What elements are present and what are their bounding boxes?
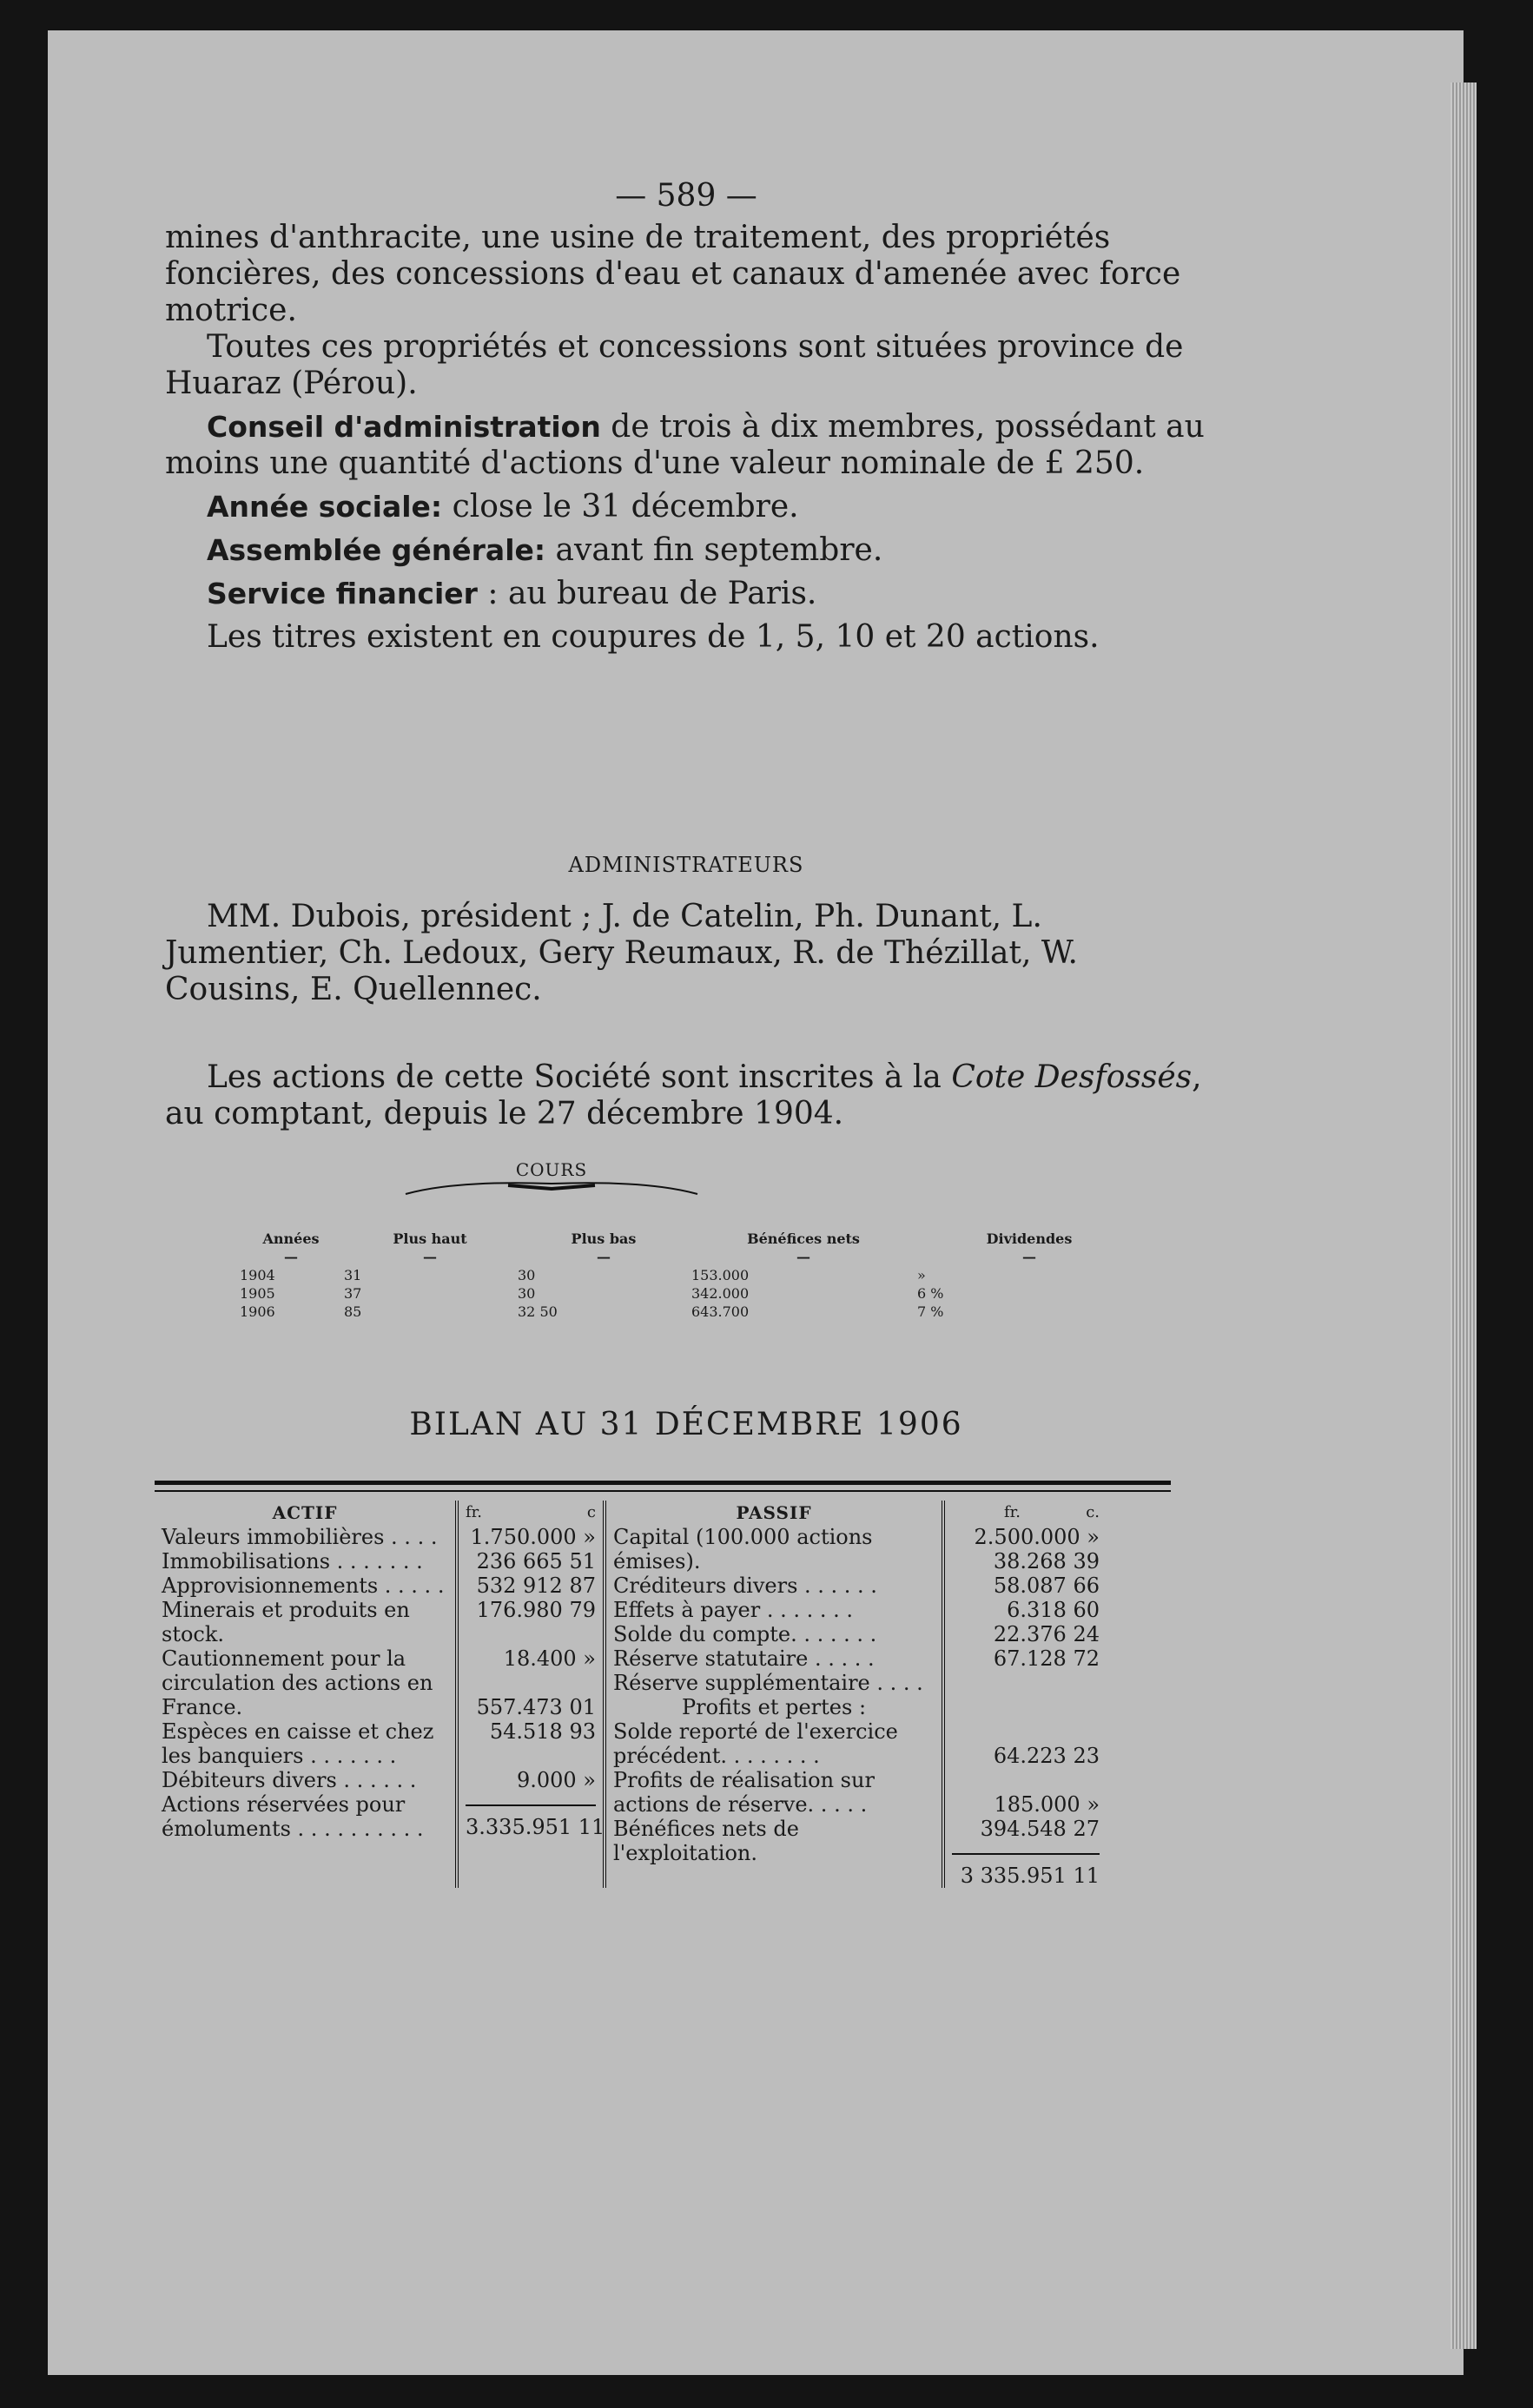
administrateurs-list: [165, 899, 1207, 1008]
administrateurs-heading: ADMINISTRATEURS: [568, 853, 804, 877]
cell-benefices: 643.700: [691, 1303, 750, 1320]
paragraph-conseil: [165, 409, 1207, 482]
actif-values-column: [459, 1501, 606, 1888]
actif-value: 532 912 87: [476, 1573, 596, 1598]
cell-annee: 1904: [240, 1267, 275, 1283]
paragraph-proprietes: Toutes ces propriétés et concessions sont situées province de Huaraz (Pérou).: [165, 329, 1184, 401]
paragraph-annee: [165, 489, 1207, 525]
passif-item: Solde du compte. . . . . . .: [613, 1622, 877, 1646]
passif-item: Effets à payer . . . . . . .: [613, 1598, 854, 1622]
actif-fr: fr.: [466, 1503, 483, 1521]
actif-item: Espèces en caisse et chez les banquiers . . . . . . .: [162, 1719, 434, 1768]
passif-value: 67.128 72: [993, 1646, 1100, 1671]
passif-item: Profits de réalisation sur actions de réserve. . . . .: [613, 1768, 875, 1817]
annee-text: close le 31 décembre.: [442, 489, 799, 524]
actif-item: Immobilisations . . . . . . .: [162, 1549, 423, 1573]
document-page: [48, 30, 1464, 2375]
passif-item: Réserve statutaire . . . . .: [613, 1646, 875, 1671]
cours-table: [239, 1194, 1142, 1321]
cours-brace: [404, 1177, 699, 1196]
cell-benefices: 342.000: [691, 1285, 750, 1302]
cote-paragraph: [165, 1059, 1207, 1132]
table-row: [239, 1284, 1142, 1303]
passif-value: 22.376 24: [993, 1622, 1100, 1646]
page-edge: [1450, 82, 1477, 2349]
actif-item: Débiteurs divers . . . . . .: [162, 1768, 417, 1792]
header-annees: Années: [262, 1230, 320, 1247]
paragraph-service: [165, 576, 1207, 612]
header-plus-haut: Plus haut: [393, 1230, 467, 1247]
passif-item: Réserve supplémentaire . . . .: [613, 1671, 923, 1695]
actif-total: 3.335.951 11: [466, 1804, 596, 1839]
cell-annee: 1905: [240, 1285, 275, 1302]
actif-item: Cautionnement pour la circulation des actions en France.: [162, 1646, 433, 1719]
cote-text-part-1: Les actions de cette Société sont inscrites à la: [207, 1059, 952, 1095]
table-row: [239, 1266, 1142, 1284]
passif-item: Solde reporté de l'exercice précédent. . . . . . . .: [613, 1719, 898, 1768]
page-number: — 589 —: [615, 178, 757, 214]
service-text: : au bureau de Paris.: [477, 576, 817, 611]
actif-heading: ACTIF: [272, 1502, 338, 1523]
passif-fr: fr.: [1004, 1503, 1021, 1521]
annee-label: Année sociale:: [207, 490, 443, 524]
cell-dividendes: »: [917, 1267, 926, 1283]
actif-labels-column: [155, 1501, 459, 1888]
actif-value: 9.000 »: [516, 1768, 596, 1792]
header-dividendes: Dividendes: [986, 1230, 1073, 1247]
administrateurs-text: MM. Dubois, président ; J. de Catelin, Ph. Dunant, L. Jumentier, Ch. Ledoux, Gery Reumaux, R. de Thézillat, W. Cousins, E. Quellennec.: [165, 899, 1078, 1007]
dash: —: [597, 1249, 611, 1265]
conseil-text: de trois à dix membres, possédant au moins une quantité d'actions d'une valeur nominale de £ 250.: [165, 409, 1205, 481]
header-benefices: Bénéfices nets: [747, 1230, 860, 1247]
service-label: Service financier: [207, 577, 478, 610]
assemblee-label: Assemblée générale:: [207, 533, 546, 567]
header-plus-bas: Plus bas: [571, 1230, 637, 1247]
passif-value: 394.548 27: [980, 1817, 1100, 1841]
cours-label: COURS: [515, 1159, 588, 1180]
actif-item: Minerais et produits en stock.: [162, 1598, 410, 1646]
passif-labels-column: [606, 1501, 945, 1888]
passif-value: 38.268 39: [993, 1549, 1100, 1573]
cell-plus-bas: 30: [518, 1285, 536, 1302]
passif-item: Capital (100.000 actions émises).: [613, 1525, 873, 1573]
passif-item: Profits et pertes :: [681, 1695, 867, 1719]
cell-annee: 1906: [240, 1303, 275, 1320]
cote-text-part-2: , au comptant, depuis le 27 décembre 1904.: [165, 1059, 1202, 1131]
passif-item: Bénéfices nets de l'exploitation.: [613, 1817, 799, 1865]
actif-item: Approvisionnements . . . . .: [162, 1573, 445, 1598]
paragraph-mines: mines d'anthracite, une usine de traitement, des propriétés foncières, des concessions d'eau et canaux d'amenée avec force motrice.: [165, 220, 1181, 328]
cell-plus-haut: 37: [344, 1285, 362, 1302]
cell-plus-haut: 85: [344, 1303, 362, 1320]
bilan-table: [155, 1481, 1171, 1888]
actif-value: 1.750.000 »: [470, 1525, 596, 1549]
actif-value: 236 665 51: [476, 1549, 596, 1573]
actif-value: 54.518 93: [489, 1719, 596, 1744]
assemblee-text: avant fin septembre.: [545, 532, 883, 568]
passif-value: 58.087 66: [993, 1573, 1100, 1598]
dash: —: [423, 1249, 437, 1265]
passif-value: 64.223 23: [993, 1744, 1100, 1768]
passif-values-column: [945, 1501, 1107, 1888]
paragraph-titres: Les titres existent en coupures de 1, 5, 10 et 20 actions.: [207, 619, 1100, 655]
actif-value: 557.473 01: [476, 1695, 596, 1719]
actif-value: 176.980 79: [476, 1598, 596, 1622]
passif-item: Créditeurs divers . . . . . .: [613, 1573, 877, 1598]
cote-text: [165, 1059, 1207, 1132]
cell-dividendes: 7 %: [917, 1303, 944, 1320]
table-row: [239, 1303, 1142, 1321]
dash: —: [1022, 1249, 1036, 1265]
passif-heading: PASSIF: [736, 1502, 812, 1523]
bilan-top-rule: [155, 1481, 1171, 1492]
passif-c: c.: [1086, 1503, 1100, 1521]
passif-value: 185.000 »: [994, 1792, 1100, 1817]
passif-value: 2.500.000 »: [974, 1525, 1100, 1549]
passif-value: 6.318 60: [1007, 1598, 1100, 1622]
actif-c: c: [586, 1503, 596, 1521]
dash: —: [284, 1249, 298, 1265]
cell-benefices: 153.000: [691, 1267, 750, 1283]
paragraph-assemblee: [165, 532, 1207, 569]
cote-italic: Cote Desfossés: [951, 1059, 1193, 1095]
cell-dividendes: 6 %: [917, 1285, 944, 1302]
cell-plus-bas: 30: [518, 1267, 536, 1283]
dash: —: [796, 1249, 810, 1265]
cell-plus-haut: 31: [344, 1267, 362, 1283]
actif-value: 18.400 »: [503, 1646, 596, 1671]
conseil-label: Conseil d'administration: [207, 410, 601, 444]
passif-total: 3 335.951 11: [952, 1853, 1100, 1888]
text-body: [165, 220, 1207, 656]
actif-item: Actions réservées pour émoluments . . . . . . . . . .: [162, 1792, 424, 1841]
cell-plus-bas: 32 50: [518, 1303, 558, 1320]
bilan-title: BILAN AU 31 DÉCEMBRE 1906: [409, 1407, 963, 1442]
actif-item: Valeurs immobilières . . . .: [162, 1525, 438, 1549]
